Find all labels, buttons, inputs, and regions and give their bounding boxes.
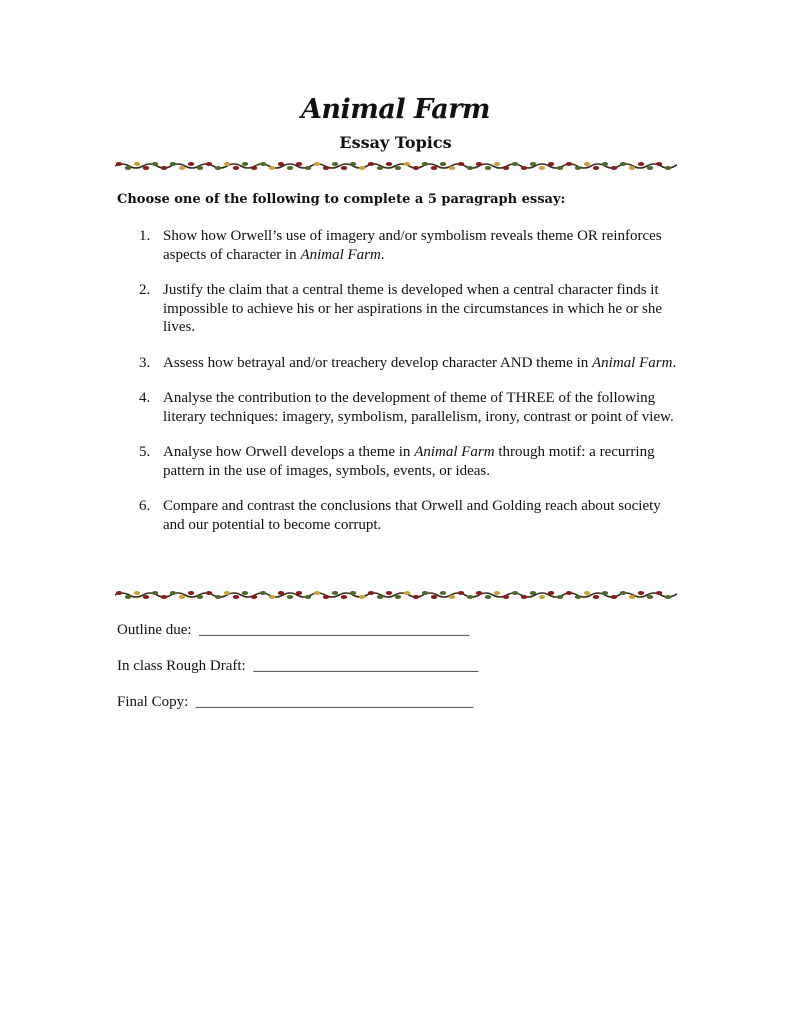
vine-leaf <box>611 595 617 599</box>
vine-leaf <box>440 162 446 166</box>
vine-leaf <box>305 166 311 170</box>
essay-topic-list <box>139 227 679 551</box>
vine-leaf <box>161 595 167 599</box>
vine-leaf <box>125 166 131 170</box>
vine-leaf <box>143 595 149 599</box>
essay-topic-2 <box>139 281 679 337</box>
vine-leaf <box>647 595 653 599</box>
topic-text: Analyse how Orwell develops a theme in Animal Farm through motif: a recurring pattern in the use of images, symbols, events, or ideas. <box>163 444 655 479</box>
vine-leaf <box>260 591 266 595</box>
rough-draft-line: In class Rough Draft: ______________________________ <box>117 658 479 674</box>
vine-leaf <box>116 162 122 166</box>
vine-leaf <box>251 595 257 599</box>
vine-leaf <box>476 591 482 595</box>
essay-topic-5 <box>139 443 679 480</box>
vine-leaf <box>305 595 311 599</box>
vine-leaf <box>620 162 626 166</box>
vine-leaf <box>413 595 419 599</box>
vine-leaf <box>377 166 383 170</box>
vine-leaf <box>188 591 194 595</box>
vine-leaf <box>557 595 563 599</box>
vine-leaf <box>530 162 536 166</box>
vine-leaf <box>395 166 401 170</box>
essay-instruction: Choose one of the following to complete a 5 paragraph essay: <box>117 192 566 207</box>
vine-leaf <box>476 162 482 166</box>
vine-leaf <box>548 591 554 595</box>
vine-leaf <box>503 595 509 599</box>
vine-leaf <box>404 162 410 166</box>
vine-leaf <box>278 591 284 595</box>
vine-leaf <box>368 591 374 595</box>
vine-leaf <box>377 595 383 599</box>
vine-leaf <box>467 166 473 170</box>
vine-leaf <box>629 166 635 170</box>
essay-topic-6 <box>139 497 679 534</box>
vine-leaf <box>593 595 599 599</box>
vine-leaf <box>539 595 545 599</box>
vine-leaf <box>593 166 599 170</box>
vine-leaf <box>485 166 491 170</box>
topic-number: 6. <box>139 498 151 514</box>
essay-topic-4 <box>139 389 679 426</box>
vine-leaf <box>359 595 365 599</box>
vine-leaf <box>458 591 464 595</box>
final-copy-line: Final Copy: _____________________________________ <box>117 694 474 710</box>
vine-leaf <box>539 166 545 170</box>
vine-leaf <box>431 595 437 599</box>
vine-leaf <box>242 591 248 595</box>
vine-leaf <box>557 166 563 170</box>
vine-leaf <box>260 162 266 166</box>
book-title-italic: Animal Farm <box>300 246 381 263</box>
vine-leaf <box>449 595 455 599</box>
vine-leaf <box>314 591 320 595</box>
vine-leaf <box>566 591 572 595</box>
vine-leaf <box>152 162 158 166</box>
vine-leaf <box>269 595 275 599</box>
vine-leaf <box>530 591 536 595</box>
vine-leaf <box>287 166 293 170</box>
vine-leaf <box>512 162 518 166</box>
essay-topic-1 <box>139 227 679 264</box>
vine-leaf <box>494 591 500 595</box>
vine-leaf <box>665 595 671 599</box>
vine-leaf <box>251 166 257 170</box>
vine-leaf <box>431 166 437 170</box>
vine-leaf <box>638 591 644 595</box>
vine-leaf <box>422 591 428 595</box>
vine-leaf <box>467 595 473 599</box>
topic-number: 4. <box>139 390 151 406</box>
vine-leaf <box>161 166 167 170</box>
vine-leaf <box>224 591 230 595</box>
book-title-italic: Animal Farm <box>592 354 673 371</box>
vine-leaf <box>638 162 644 166</box>
vine-leaf <box>602 591 608 595</box>
vine-leaf <box>323 166 329 170</box>
vine-leaf <box>233 595 239 599</box>
vine-leaf <box>584 162 590 166</box>
topic-number: 1. <box>139 228 151 244</box>
vine-leaf <box>656 162 662 166</box>
vine-leaf <box>521 166 527 170</box>
vine-leaf <box>350 591 356 595</box>
vine-leaf <box>188 162 194 166</box>
vine-leaf <box>656 591 662 595</box>
vine-leaf <box>665 166 671 170</box>
vine-leaf <box>170 162 176 166</box>
vine-leaf <box>440 591 446 595</box>
vine-leaf <box>566 162 572 166</box>
vine-leaf <box>575 595 581 599</box>
vine-leaf <box>242 162 248 166</box>
topic-text: Show how Orwell’s use of imagery and/or symbolism reveals theme OR reinforces aspects of character in Animal Farm. <box>163 228 662 263</box>
topic-text: Justify the claim that a central theme is developed when a central character finds it impossible to achieve his or her aspirations in the circumstances in which he or she lives. <box>163 282 663 335</box>
topic-number: 5. <box>139 444 151 460</box>
vine-leaf <box>359 166 365 170</box>
vine-leaf <box>224 162 230 166</box>
vine-leaf <box>296 591 302 595</box>
vine-leaf <box>350 162 356 166</box>
vine-leaf <box>206 162 212 166</box>
vine-leaf <box>575 166 581 170</box>
essay-topic-3 <box>139 354 679 373</box>
topic-text: Assess how betrayal and/or treachery develop character AND theme in Animal Farm. <box>163 354 677 371</box>
vine-leaf <box>197 166 203 170</box>
vine-leaf <box>584 591 590 595</box>
vine-leaf <box>458 162 464 166</box>
page-title: Animal Farm <box>300 94 491 125</box>
vine-leaf <box>269 166 275 170</box>
topic-number: 3. <box>139 354 151 371</box>
vine-leaf <box>179 595 185 599</box>
due-dates <box>117 622 478 730</box>
vine-leaf <box>602 162 608 166</box>
vine-leaf <box>152 591 158 595</box>
vine-leaf <box>125 595 131 599</box>
vine-leaf <box>170 591 176 595</box>
outline-due-line: Outline due: ____________________________________ <box>117 622 470 638</box>
vine-leaf <box>341 595 347 599</box>
vine-leaf <box>332 591 338 595</box>
vine-leaf <box>512 591 518 595</box>
vine-leaf <box>197 595 203 599</box>
vine-leaf <box>413 166 419 170</box>
vine-leaf <box>296 162 302 166</box>
vine-leaf <box>323 595 329 599</box>
vine-leaf <box>215 166 221 170</box>
vine-leaf <box>233 166 239 170</box>
vine-leaf <box>143 166 149 170</box>
book-title-italic: Animal Farm <box>414 444 495 460</box>
vine-leaf <box>386 591 392 595</box>
vine-divider-top <box>115 159 677 173</box>
vine-leaf <box>548 162 554 166</box>
vine-leaf <box>134 162 140 166</box>
vine-leaf <box>215 595 221 599</box>
vine-leaf <box>341 166 347 170</box>
vine-leaf <box>206 591 212 595</box>
vine-leaf <box>395 595 401 599</box>
vine-leaf <box>620 591 626 595</box>
vine-leaf <box>485 595 491 599</box>
vine-divider-bottom <box>115 588 677 602</box>
topic-text: Analyse the contribution to the development of theme of THREE of the following literary techniques: imagery, symbolism, parallelism, irony, contrast or point of view. <box>163 390 674 425</box>
vine-leaf <box>278 162 284 166</box>
vine-leaf <box>332 162 338 166</box>
vine-leaf <box>647 166 653 170</box>
vine-leaf <box>521 595 527 599</box>
vine-leaf <box>494 162 500 166</box>
vine-leaf <box>179 166 185 170</box>
vine-leaf <box>116 591 122 595</box>
vine-leaf <box>629 595 635 599</box>
vine-leaf <box>611 166 617 170</box>
vine-leaf <box>287 595 293 599</box>
vine-leaf <box>422 162 428 166</box>
vine-leaf <box>134 591 140 595</box>
page-subtitle: Essay Topics <box>339 133 452 152</box>
topic-text: Compare and contrast the conclusions that Orwell and Golding reach about society and our potential to become corrupt. <box>163 498 661 533</box>
topic-number: 2. <box>139 282 151 298</box>
vine-leaf <box>404 591 410 595</box>
vine-leaf <box>386 162 392 166</box>
vine-leaf <box>368 162 374 166</box>
vine-leaf <box>449 166 455 170</box>
vine-leaf <box>503 166 509 170</box>
vine-leaf <box>314 162 320 166</box>
